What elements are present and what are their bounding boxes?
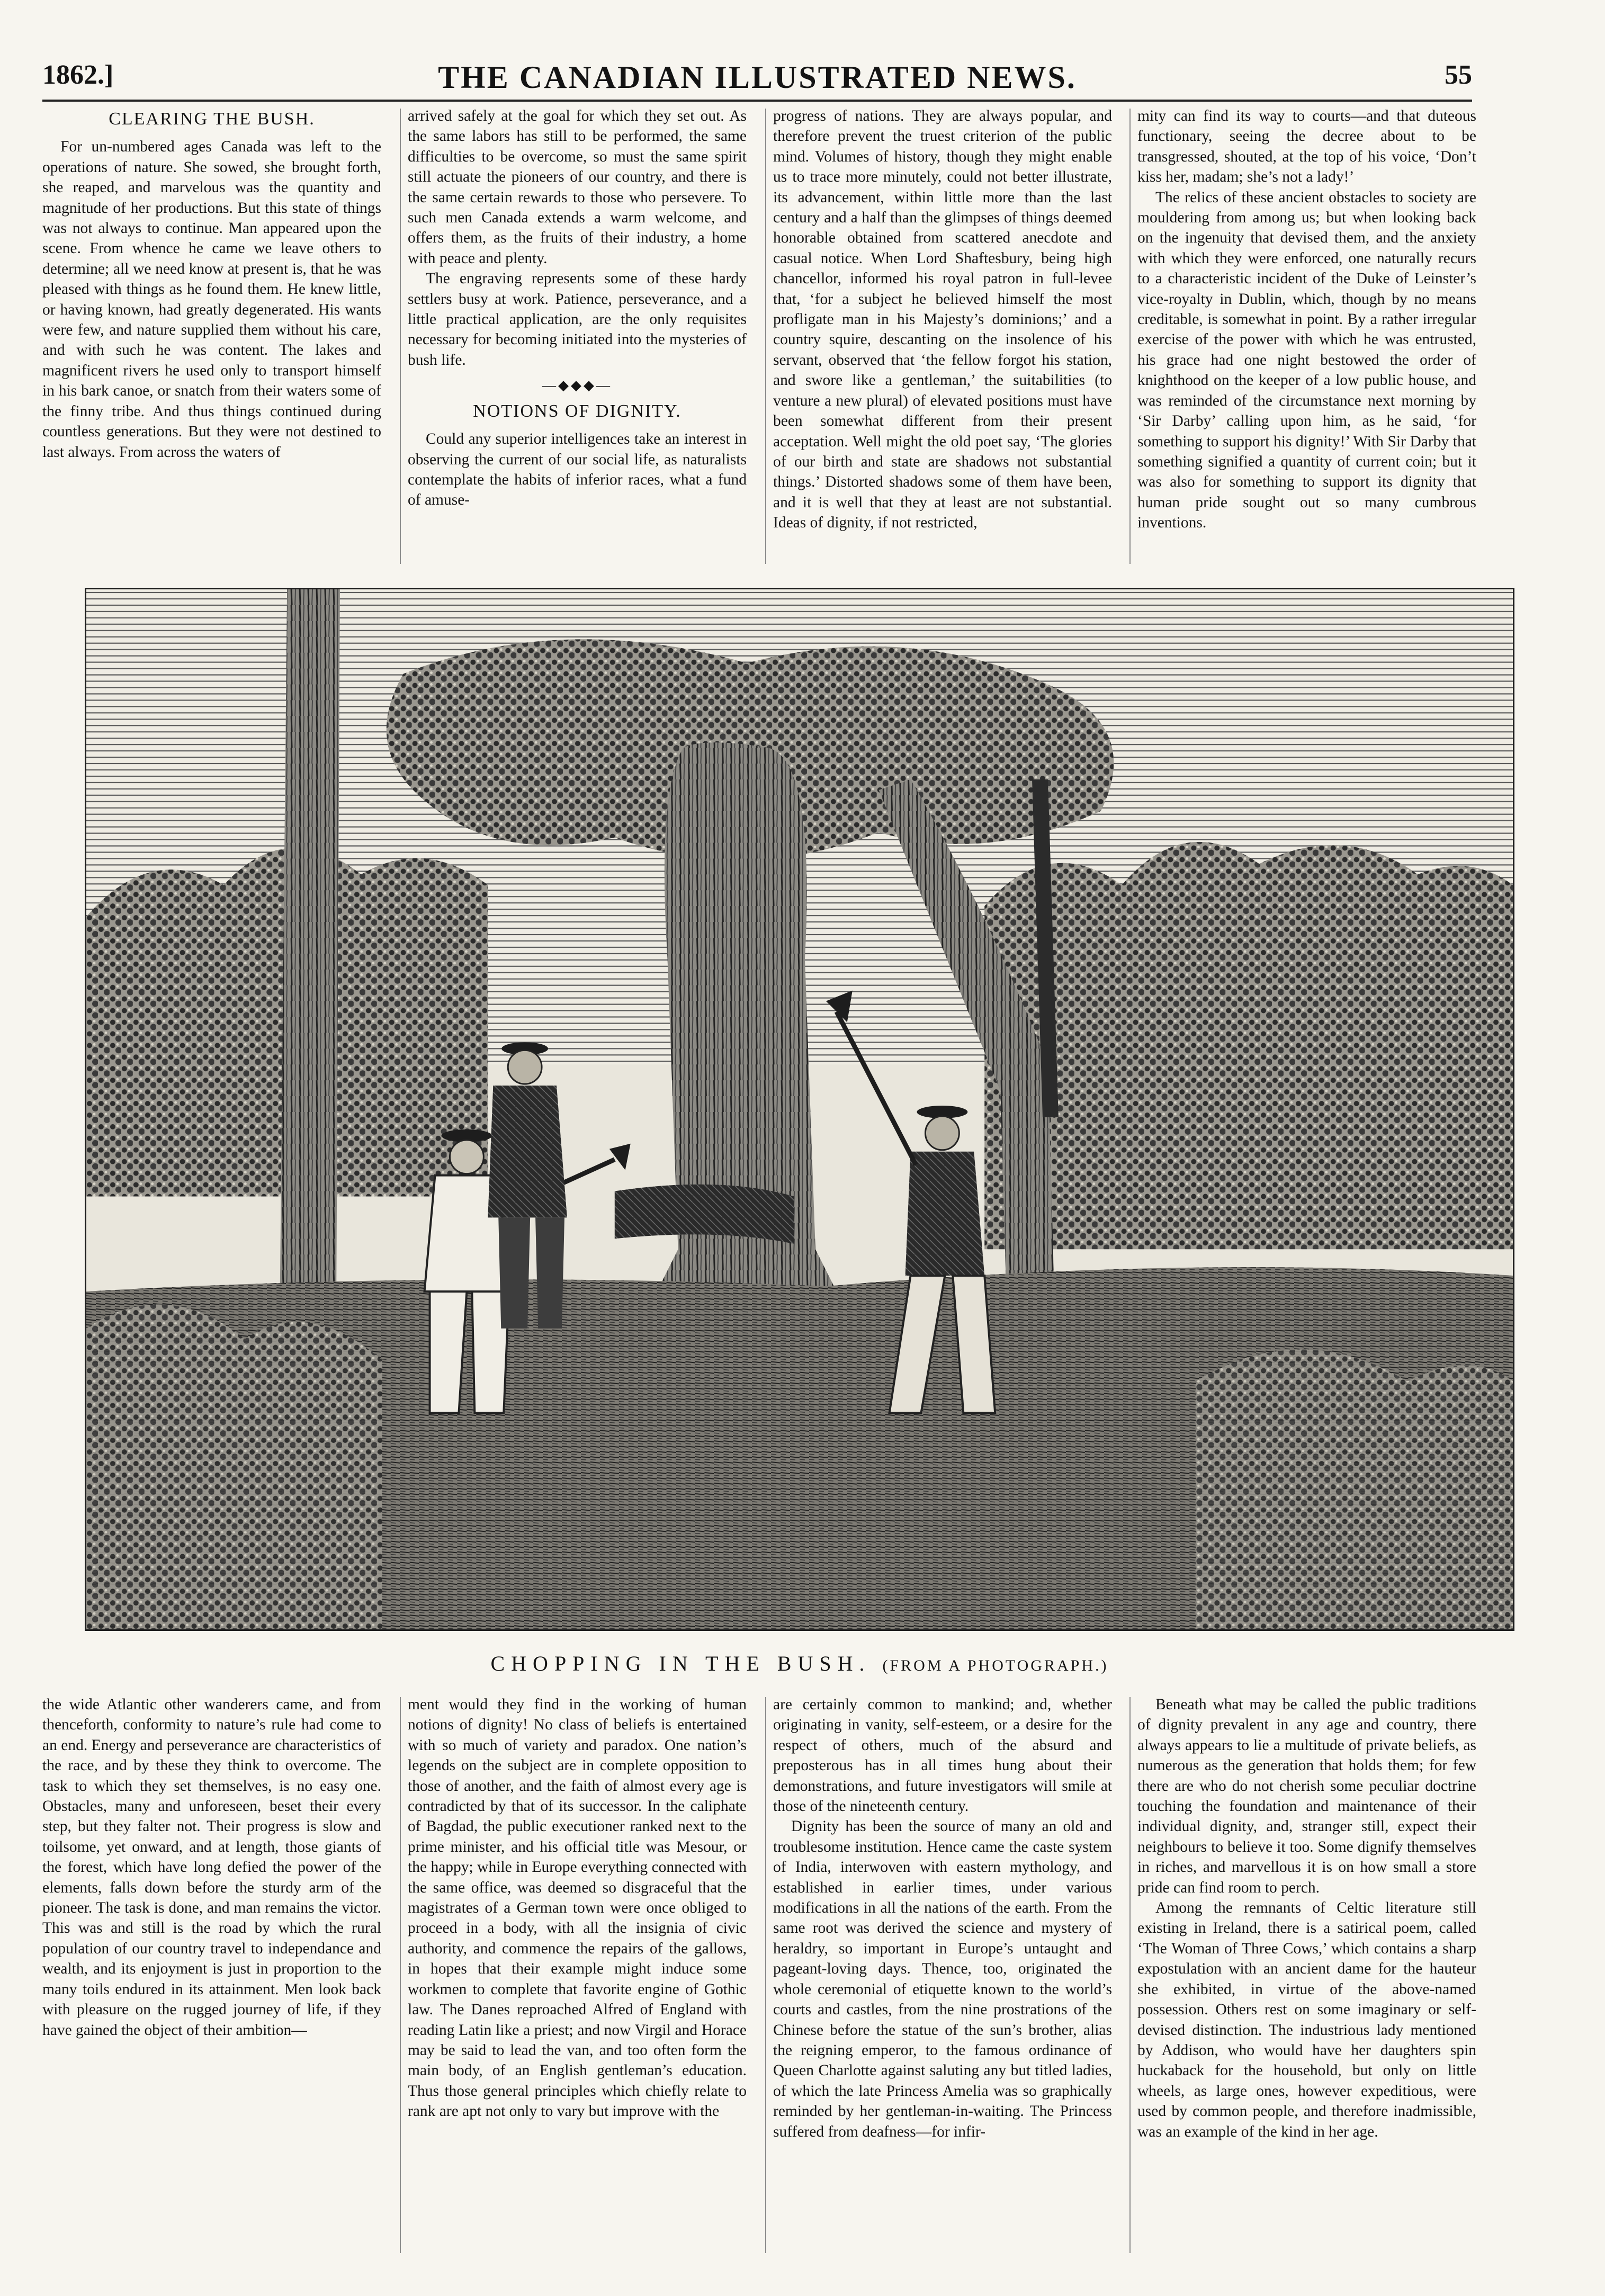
column-divider: [1129, 1697, 1131, 2253]
column-top-3: [773, 106, 1112, 567]
article-paragraph: Beneath what may be called the public traditions of dignity prevalent in any age and country, there always appears to lie a multitude of private beliefs, as numerous as the generation that holds them; for few there are who do not cherish some peculiar doctrine touching the foundation and maintenance of their individual dignity, and, stranger still, expect their neighbours to believe it too. Some dignify themselves in riches, and marvellous it is on how small a store pride can find room to perch.: [1137, 1696, 1476, 1896]
masthead-rule: [42, 100, 1472, 102]
article-paragraph: arrived safely at the goal for which they set out. As the same labors has still to be performed, the same difficulties to be overcome, so must the same spirit still actuate the pioneers of our country, and there is the same certain rewards to those who persevere. To such men Canada extends a warm welcome, and offers them, as the fruits of their industry, a home with peace and plenty.: [408, 107, 747, 267]
masthead: [42, 59, 1472, 102]
column-clearing-the-bush: [42, 106, 381, 567]
article-paragraph: For un-numbered ages Canada was left to the operations of nature. She sowed, she brought forth, she reaped, and marvelous was the quantity and magnitude of her productions. But this state of things was not always to continue. Man appeared upon the scene. From whence he came we leave others to determine; all we need know at present is, that he was pleased with things as he found them. He knew little, or having known, had greatly degenerated. His wants were few, and nature supplied them without his care, and with such he was content. The lakes and magnificent rivers he used only to transport himself in his bark canoe, or snatch from their waters some of the finny tribe. And thus things continued during countless generations. But they were not destined to last always. From across the waters of: [42, 138, 381, 461]
article-paragraph: mity can find its way to courts—and that duteous functionary, seeing the decree about to be transgressed, shouted, at the top of his voice, ‘Don’t kiss her, madam; she’s not a lady!’: [1137, 107, 1476, 186]
column-bottom-3: [773, 1694, 1112, 2256]
engraving-caption: [85, 1651, 1514, 1683]
issue-year: 1862.]: [42, 60, 114, 90]
engraving-chopping-in-the-bush: [85, 588, 1514, 1631]
column-divider: [1129, 109, 1131, 564]
column-divider: [400, 109, 401, 564]
caption-source: (FROM A PHOTOGRAPH.): [882, 1657, 1109, 1674]
article-paragraph: Among the remnants of Celtic literature still existing in Ireland, there is a satirical poem, called ‘The Woman of Three Cows,’ which contains a sharp expostulation with an ancient dame for the hauteur she exhibited, in virtue of the above-named possession. Others rest on some imaginary or self-devised distinction. The industrious lady mentioned by Addison, who would have her daughters spin huckaback for the household, but only on little wheels, as large ones, however expeditious, were used by common people, and therefore inadmissible, was an example of the kind in her age.: [1137, 1899, 1476, 2140]
caption-title: CHOPPING IN THE BUSH.: [490, 1652, 871, 1675]
article-separator: —◆◆◆—: [542, 378, 612, 393]
article-paragraph: progress of nations. They are always popular, and therefore prevent the truest criterion of the public mind. Volumes of history, though they might enable us to trace more minutely, could not better illustrate, its advancement, within little more than the last century and a half than the glimpses of things deemed honorable obtained from scattered anecdote and casual notice. When Lord Shaftesbury, being high chancellor, informed his royal patron in full-levee that, ‘for a subject he believed himself the most profligate man in his Majesty’s dominions;’ and a country squire, descanting on the insolence of his servant, observed that ‘the fellow forgot his station, and swore like a gentleman,’ the suitabilities (to venture a new plural) of elevated positions must have been somewhat different from their present acceptation. Well might the old poet say, ‘The glories of our birth and state are shadows not substantial things.’ Distorted shadows some of them have been, and it is well that they at least are not substantial. Ideas of dignity, if not restricted,: [773, 107, 1112, 532]
article-title-clearing-the-bush: CLEARING THE BUSH.: [109, 109, 315, 129]
column-top-2: [408, 106, 747, 567]
article-paragraph: The engraving represents some of these hardy settlers busy at work. Patience, perseverance, and a little practical application, are the only requisites necessary for becoming initiated into the mysteries of bush life.: [408, 270, 747, 369]
engraving-illustration: [86, 589, 1513, 1629]
column-divider: [765, 109, 766, 564]
column-bottom-2: [408, 1694, 747, 2256]
article-paragraph: the wide Atlantic other wanderers came, and from thenceforth, conformity to nature’s rule had come to an end. Energy and perseverance are characteristics of the race, and by these they think to overcome. The task to which they set themselves, is no easy one. Obstacles, many and unforeseen, beset their every step, but they falter not. Their progress is slow and toilsome, yet onward, and at length, those giants of the forest, which have long defied the power of the elements, falls down before the sturdy arm of the pioneer. The task is done, and man remains the victor. This was and still is the road by which the rural population of our country travel to independance and wealth, and its enjoyment is just in proportion to the many toils endured in its attainment. Men look back with pleasure on the rugged journey of life, if they have gained the object of their ambition—: [42, 1696, 381, 2039]
column-top-4: [1137, 106, 1476, 567]
article-paragraph: are certainly common to mankind; and, whether originating in vanity, self-esteem, or a desire for the respect of others, much of the absurd and preposterous has in all times hung about their demonstrations, and future investigators will smile at those of the nineteenth century.: [773, 1696, 1112, 1815]
article-paragraph: Could any superior intelligences take an interest in observing the current of our social life, as naturalists contemplate the habits of inferior races, what a fund of amuse-: [408, 431, 747, 509]
article-paragraph: The relics of these ancient obstacles to society are mouldering from among us; but when looking back on the ingenuity that devised them, and the anxiety with which they were enforced, one naturally recurs to a characteristic incident of the Duke of Leinster’s vice-royalty in Dublin, which, though by no means creditable, is somewhat in point. By a rather irregular exercise of the power with which he was entrusted, his grace had one night bestowed the order of knighthood on the keeper of a low public house, and was reminded of the circumstance next morning by ‘Sir Darby’ calling upon him, as he said, ‘for something to support his dignity!’ With Sir Darby that something signified a quantity of current coin; but it was also for something to support its dignity that human pride sought out so many cumbrous inventions.: [1137, 189, 1476, 532]
page-number: 55: [1445, 60, 1472, 90]
forest-right: [984, 842, 1513, 1249]
brush-left: [86, 1304, 382, 1629]
article-title-notions-of-dignity: NOTIONS OF DIGNITY.: [473, 401, 682, 421]
column-divider: [765, 1697, 766, 2253]
column-bottom-4: [1137, 1694, 1476, 2256]
brush-right: [1196, 1350, 1513, 1629]
article-paragraph: ment would they find in the working of human notions of dignity! No class of beliefs is entertained with so much of variety and paradox. One nation’s legends on the subject are in complete opposition to those of another, and the faith of almost every age is contradicted by that of its successor. In the caliphate of Bagdad, the public executioner ranked next to the prime minister, and his official title was Mesour, or the happy; while in Europe everything connected with the same office, was deemed so disgraceful that the magistrates of a German town were once obliged to proceed in a body, with all the insignia of civic authority, and commence the repairs of the gallows, in hopes that their example might induce some workmen to complete that favorite engine of Gothic law. The Danes reproached Alfred of England with reading Latin like a priest; and now Virgil and Horace may be said to lead the van, and too often form the main body, of an English gentleman’s education. Thus those general principles which chiefly relate to rank are apt not only to vary but improve with the: [408, 1696, 747, 2120]
column-bottom-1: [42, 1694, 381, 2256]
newspaper-title: THE CANADIAN ILLUSTRATED NEWS.: [438, 60, 1077, 95]
article-paragraph: Dignity has been the source of many an old and troublesome institution. Hence came the caste system of India, interwoven with eastern mythology, and established in earlier times, under various modifications in all the nations of the earth. From the same root was derived the science and mystery of heraldry, so important in Europe’s untaught and pageant-loving days. Thence, too, originated the whole ceremonial of etiquette known to the world’s courts and castles, from the nine prostrations of the Chinese before the statue of the sun’s brother, alias the reigning emperor, to the famous ordinance of Queen Charlotte against saluting any but titled ladies, of which the late Princess Amelia was so graphically reminded by her gentleman-in-waiting. The Princess suffered from deafness—for infir-: [773, 1818, 1112, 2140]
column-divider: [400, 1697, 401, 2253]
